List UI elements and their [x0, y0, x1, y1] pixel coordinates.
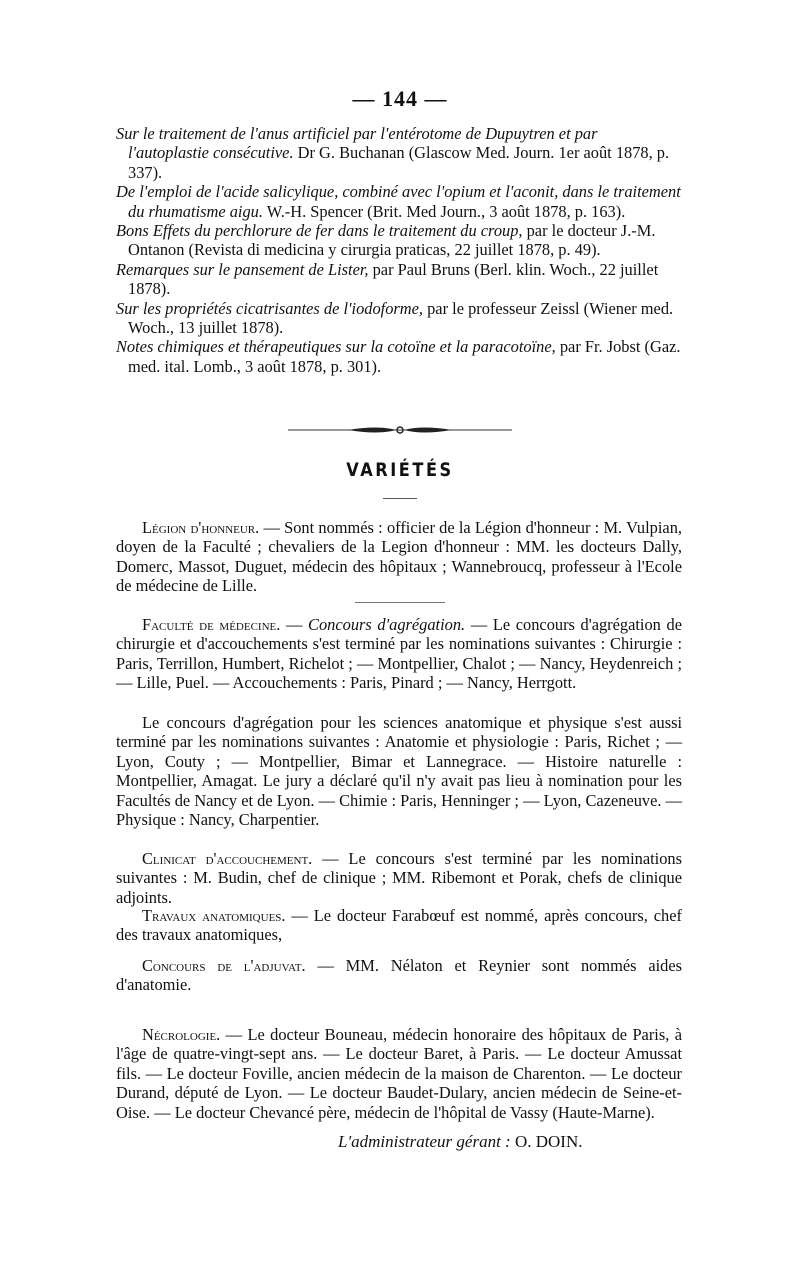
bib-entry: [116, 260, 682, 299]
paragraph-text: — Le docteur Farabœuf est nommé, après concours, chef des travaux anatomiques,: [116, 906, 682, 945]
title-underline: [383, 498, 417, 499]
bib-source: par Paul Bruns (Berl. klin. Woch., 22 juillet 1878).: [128, 259, 659, 299]
bib-title: Sur les propriétés cicatrisantes de l'iodoforme,: [116, 298, 424, 318]
bib-title: Remarques sur le pansement de Lister,: [116, 259, 369, 279]
bib-source: W.-H. Spencer (Brit. Med Journ., 3 août 1878, p. 163).: [262, 201, 626, 221]
separator-line: [355, 602, 445, 603]
paragraph-head: Clinicat d'accouchement.: [142, 849, 313, 868]
paragraph-head: Faculté de médecine.: [142, 615, 281, 634]
bib-source: Dr G. Buchanan (Glascow Med. Journ. 1er août 1878, p. 337).: [128, 143, 670, 182]
bib-title: Bons Effets du perchlorure de fer dans le traitement du croup,: [116, 221, 523, 241]
paragraph-legion: [116, 518, 682, 596]
paragraph-text: — MM. Nélaton et Reynier sont nommés aides d'anatomie.: [116, 956, 682, 995]
bibliography-list: [116, 124, 682, 376]
paragraph-text: — Le concours d'agrégation de chirurgie et d'accouchements s'est terminé par les nominations suivantes : Chirurgie : Paris, Terrillon, Humbert, Richelot ; — Montpellier, Chalot ; — Nancy, Heydenreich ; — Lille, Puel. — Accouchements : Paris, Pinard ; — Nancy, Herrgott.: [116, 615, 682, 693]
paragraph-agregation: [116, 713, 682, 829]
paragraph-adjuvat: [116, 956, 682, 995]
paragraph-necrologie: [116, 1025, 682, 1122]
bib-entry: [116, 124, 682, 182]
bib-entry: [116, 337, 682, 376]
paragraph-travaux: [116, 906, 682, 945]
signature-name: O. DOIN.: [510, 1132, 583, 1151]
paragraph-head: Concours de l'adjuvat.: [142, 956, 306, 975]
bib-title: De l'emploi de l'acide salicylique, combiné avec l'opium et l'aconit, dans le traitement du rhumatisme aigu.: [116, 182, 681, 221]
bib-source: par Fr. Jobst (Gaz. med. ital. Lomb., 3 août 1878, p. 301).: [128, 337, 681, 376]
paragraph-head: Légion d'honneur.: [142, 518, 260, 537]
paragraph-clinicat: [116, 849, 682, 907]
bib-entry: [116, 182, 682, 221]
paragraph-head: Travaux anatomiques.: [142, 906, 286, 925]
paragraph-faculte: [116, 615, 682, 693]
bib-entry: [116, 221, 682, 260]
signature: [338, 1132, 582, 1152]
bib-source: par le professeur Zeissl (Wiener med. Woch., 13 juillet 1878).: [128, 298, 674, 338]
paragraph-italic: Concours d'agrégation.: [308, 615, 466, 634]
paragraph-text: — Le docteur Bouneau, médecin honoraire des hôpitaux de Paris, à l'âge de quatre-vingt-sept ans. — Le docteur Baret, à Paris. — Le docteur Amussat fils. — Le docteur Foville, ancien médecin de la maison de Charenton. — Le docteur Durand, député de Lyon. — Le docteur Baudet-Dulary, ancien médecin de Seine-et-Oise. — Le docteur Chevancé père, médecin de l'hôpital de Vassy (Haute-Marne).: [116, 1025, 682, 1122]
bib-source: par le docteur J.-M. Ontanon (Revista di medicina y cirurgia praticas, 22 juillet 1878, p. 49).: [128, 221, 656, 260]
bib-title: Sur le traitement de l'anus artificiel par l'entérotome de Dupuytren et par l'autoplastie consécutive.: [116, 124, 598, 163]
paragraph-dash: —: [280, 615, 309, 634]
paragraph-head: Nécrologie.: [142, 1025, 221, 1044]
signature-role: L'administrateur gérant :: [338, 1132, 511, 1151]
paragraph-text: Le concours d'agrégation pour les sciences anatomique et physique s'est aussi terminé par les nominations suivantes : Anatomie et physiologie : Paris, Richet ; — Lyon, Couty ; — Montpellier, Bimar et Lannegrace. — Histoire naturelle : Montpellier, Amagat. Le jury a déclaré qu'il n'y avait pas lieu à nomination pour les Facultés de Nancy et de Lyon. — Chimie : Paris, Henninger ; — Lyon, Cazeneuve. — Physique : Nancy, Charpentier.: [116, 713, 682, 830]
paragraph-text: — Le concours s'est terminé par les nominations suivantes : M. Budin, chef de clinique ; MM. Ribemont et Porak, chefs de clinique adjoints.: [116, 849, 683, 907]
section-title: VARIÉTÉS: [346, 459, 454, 481]
bib-title: Notes chimiques et thérapeutiques sur la cotoïne et la paracotoïne,: [116, 337, 556, 357]
bib-entry: [116, 299, 682, 338]
paragraph-text: — Sont nommés : officier de la Légion d'honneur : M. Vulpian, doyen de la Faculté ; chevaliers de la Legion d'honneur : MM. les docteurs Dally, Domerc, Massot, Duguet, médecin des hôpitaux ; Wannebroucq, professeur à l'Ecole de médecine de Lille.: [116, 518, 682, 596]
ornamental-rule: [288, 424, 512, 436]
page-number: — 144 —: [352, 86, 448, 111]
